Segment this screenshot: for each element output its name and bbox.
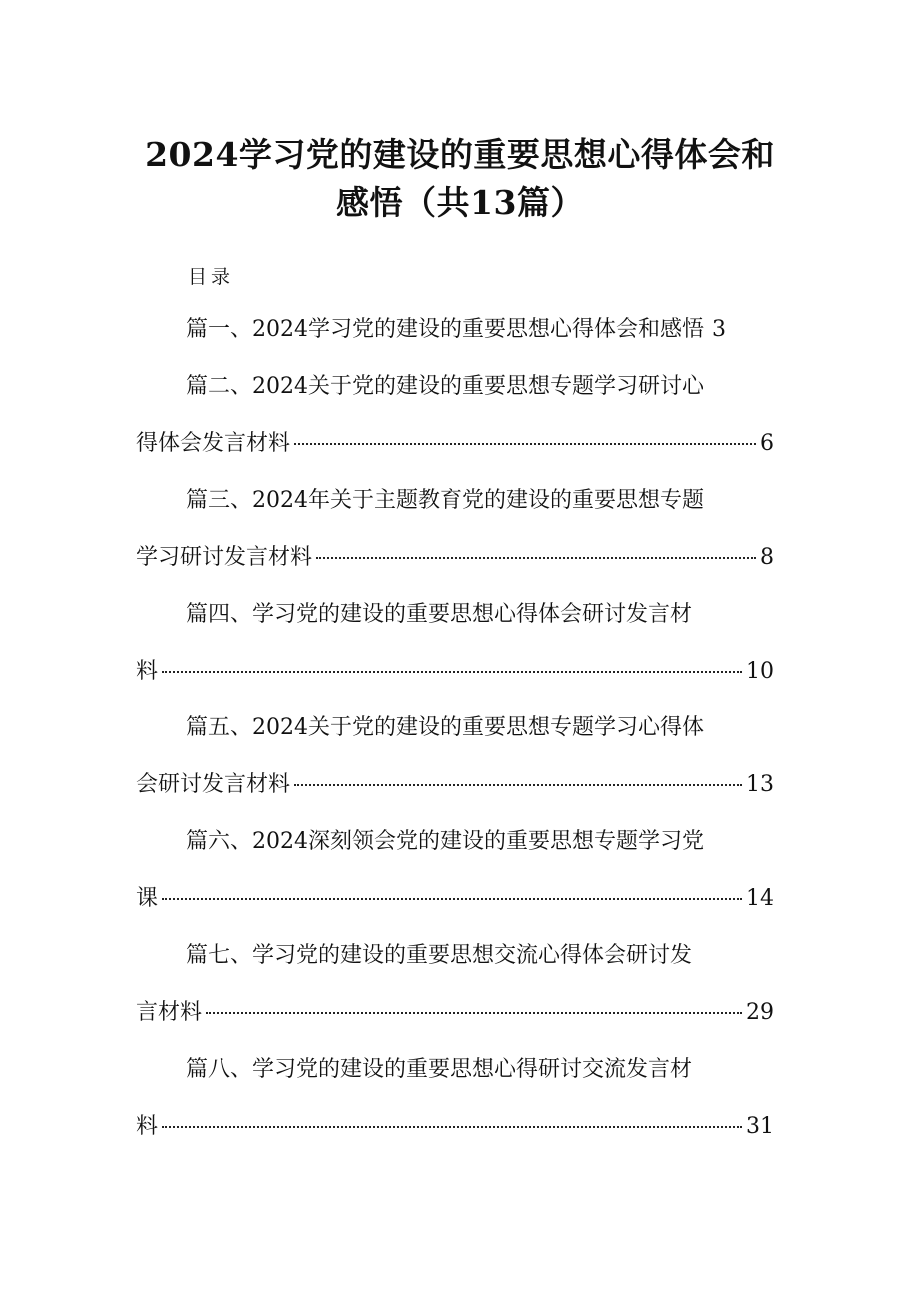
document-title-line-2: 感悟（共13篇） <box>336 183 584 222</box>
toc-entry-page-number: 31 <box>746 1114 774 1139</box>
toc-entry-page-number: 29 <box>746 1000 774 1025</box>
dot-leader <box>206 1012 742 1014</box>
toc-entry-text: 篇七、学习党的建设的重要思想交流心得体会研讨发 <box>186 943 693 968</box>
document-title-line-1: 2024学习党的建设的重要思想心得体会和 <box>145 135 775 174</box>
dot-leader <box>294 784 742 786</box>
toc-entry-text: 篇八、学习党的建设的重要思想心得研讨交流发言材 <box>186 1057 693 1082</box>
dot-leader <box>162 1126 742 1128</box>
dot-leader <box>316 557 756 559</box>
toc-entry-text-continued: 料 <box>136 659 159 684</box>
toc-heading: 目录 <box>188 266 235 288</box>
toc-entry-text-continued: 学习研讨发言材料 <box>136 545 313 570</box>
dot-leader <box>162 671 742 673</box>
toc-entry-page-number: 3 <box>712 317 726 342</box>
toc-entry-page-number: 8 <box>760 545 774 570</box>
toc-entry-page-number: 6 <box>760 431 774 456</box>
toc-entry-page-number: 14 <box>746 886 774 911</box>
toc-entry-text: 篇四、学习党的建设的重要思想心得体会研讨发言材 <box>186 602 693 627</box>
toc-entry-page-number: 13 <box>746 772 774 797</box>
toc-entry-text-continued: 课 <box>136 886 159 911</box>
toc-entry-text: 篇三、2024年关于主题教育党的建设的重要思想专题 <box>186 488 704 513</box>
dot-leader <box>162 898 742 900</box>
toc-entry-text: 篇一、2024学习党的建设的重要思想心得体会和感悟 <box>186 317 704 342</box>
toc-entry-text: 篇五、2024关于党的建设的重要思想专题学习心得体 <box>186 715 704 740</box>
toc-entry-text: 篇六、2024深刻领会党的建设的重要思想专题学习党 <box>186 829 704 854</box>
toc-entry-text: 篇二、2024关于党的建设的重要思想专题学习研讨心 <box>186 374 704 399</box>
toc-entry-text-continued: 得体会发言材料 <box>136 431 291 456</box>
toc-entry-page-number: 10 <box>746 659 774 684</box>
toc-entry-text-continued: 言材料 <box>136 1000 203 1025</box>
toc-entry-text-continued: 会研讨发言材料 <box>136 772 291 797</box>
toc-entry-text-continued: 料 <box>136 1114 159 1139</box>
dot-leader <box>294 443 756 445</box>
